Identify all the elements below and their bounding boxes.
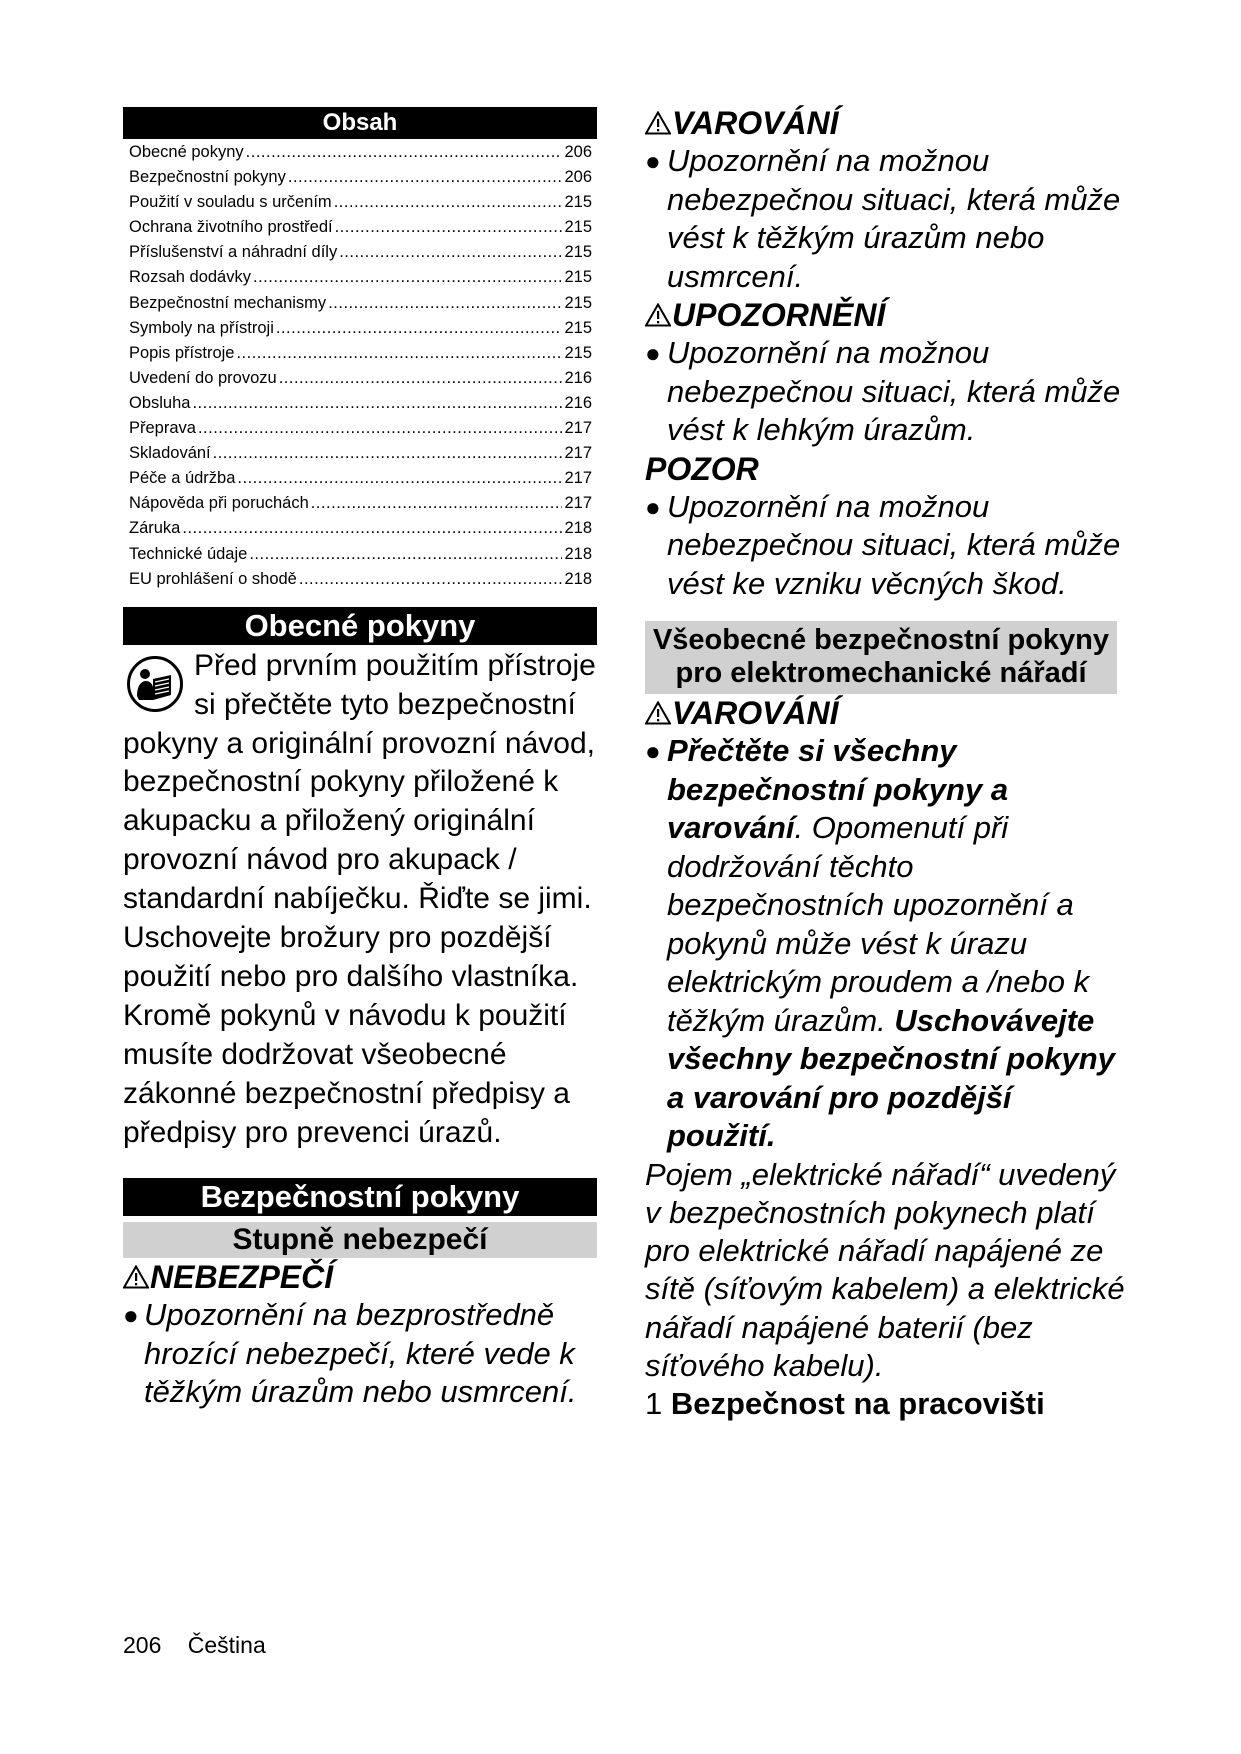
toc-item[interactable] xyxy=(129,545,592,570)
toc-item-title: Bezpečnostní pokyny xyxy=(129,168,286,187)
toc-leader-dots xyxy=(213,444,563,463)
toc-leader-dots xyxy=(236,344,562,363)
toc-item[interactable] xyxy=(129,344,592,369)
toc-leader-dots xyxy=(299,570,563,589)
toc-item-page: 216 xyxy=(564,393,592,412)
warning-triangle-icon xyxy=(645,111,671,135)
toc-leader-dots xyxy=(339,243,562,262)
toc-item[interactable] xyxy=(129,419,592,444)
toc-leader-dots xyxy=(334,193,563,212)
toc-item-title: Přeprava xyxy=(129,419,196,438)
general-paragraph xyxy=(123,647,597,1153)
warning-triangle-icon xyxy=(645,701,671,725)
toc-item-page: 215 xyxy=(564,293,592,312)
toc-item-title: Rozsah dodávky xyxy=(129,268,251,287)
toc-leader-dots xyxy=(279,369,563,388)
toc-item[interactable] xyxy=(129,469,592,494)
toc-list xyxy=(123,143,592,595)
toc-leader-dots xyxy=(182,519,562,538)
toc-item-title: Obsluha xyxy=(129,393,191,412)
bullet-icon: ● xyxy=(645,146,661,176)
toc-leader-dots xyxy=(198,419,563,438)
general-text: Před prvním použitím přístroje si přečtěte tyto bezpečnostní pokyny a originální provozní návod, bezpečnostní pokyny přiložené k akupacku a přiložený originální provozní návod pro akupack / standardní nabíječku. Řiďte se jimi. Uschovejte brožury pro pozdější použití nebo pro dalšího vlastníka. Kromě pokynů v návodu k použití musíte dodržovat všeobecné zákonné bezpečnostní předpisy a předpisy pro prevenci úrazů. xyxy=(123,648,596,1149)
bullet-icon: ● xyxy=(123,1300,139,1331)
page-footer xyxy=(123,1632,266,1659)
toc-item-page: 216 xyxy=(564,368,592,387)
toc-item[interactable] xyxy=(129,143,592,168)
warning-triangle-icon xyxy=(123,1265,149,1289)
caution-title: UPOZORNĚNÍ xyxy=(645,296,1125,334)
toc-item[interactable] xyxy=(129,268,592,293)
caution-text: ● Upozornění na možnou nebezpečnou situaci, která může vést k lehkým úrazům. xyxy=(645,335,1121,447)
toc-item-title: Péče a údržba xyxy=(129,469,236,488)
toc-item-title: Technické údaje xyxy=(129,544,248,563)
power-tool-warning-text: ● Přečtěte si všechny bezpečnostní pokyny a varování. Opomenutí při dodržování těchto bezpečnostních upozornění a pokynů může vést k úrazu elektrickým proudem a /nebo k těžkým úrazům. Uschovávejte všechny bezpečnostní pokyny a varování pro pozdější použití. xyxy=(645,733,1115,1153)
bullet-icon: ● xyxy=(645,338,661,368)
toc-item[interactable] xyxy=(129,394,592,419)
toc-item[interactable] xyxy=(129,243,592,268)
page-number: 206 xyxy=(123,1632,162,1658)
toc-leader-dots xyxy=(246,143,563,162)
toc-item-title: Obecné pokyny xyxy=(129,143,244,161)
toc-item-page: 215 xyxy=(564,193,592,212)
hazard-levels-heading: Stupně nebezpečí xyxy=(123,1222,597,1258)
toc-leader-dots xyxy=(249,545,562,564)
warning-text: ● Upozornění na možnou nebezpečnou situaci, která může vést k těžkým úrazům nebo usmrcení. xyxy=(645,143,1121,294)
notice-text: ● Upozornění na možnou nebezpečnou situaci, která může vést ke vzniku věcných škod. xyxy=(645,488,1121,601)
toc-item-title: Použití v souladu s určením xyxy=(129,193,332,212)
bullet-icon: ● xyxy=(645,491,661,522)
toc-item-title: Příslušenství a náhradní díly xyxy=(129,243,338,262)
toc-item-title: Nápověda při poruchách xyxy=(129,494,309,513)
toc-item-page: 217 xyxy=(564,469,592,488)
toc-leader-dots xyxy=(276,319,563,338)
warning-triangle-icon xyxy=(645,303,671,327)
toc-item-title: Symboly na přístroji xyxy=(129,318,274,337)
toc-item-page: 218 xyxy=(564,544,592,563)
bullet-icon: ● xyxy=(645,736,661,766)
toc-item-title: EU prohlášení o shodě xyxy=(129,569,297,588)
toc-item-title: Ochrana životního prostředí xyxy=(129,218,333,237)
toc-item[interactable] xyxy=(129,519,592,544)
danger-title: NEBEZPEČÍ xyxy=(123,1258,597,1296)
toc-item-title: Záruka xyxy=(129,519,181,538)
toc-item[interactable] xyxy=(129,369,592,394)
toc-item-page: 215 xyxy=(564,243,592,262)
footer-language: Čeština xyxy=(187,1632,266,1658)
toc-item[interactable] xyxy=(129,570,592,595)
toc-item[interactable] xyxy=(129,294,592,319)
power-tool-safety-heading: Všeobecné bezpečnostní pokyny pro elektromechanické nářadí xyxy=(645,621,1117,694)
safety-heading: Bezpečnostní pokyny xyxy=(123,1178,597,1216)
toc-leader-dots xyxy=(288,168,563,187)
toc-item[interactable] xyxy=(129,193,592,218)
toc-item-page: 206 xyxy=(564,168,592,187)
toc-item-page: 218 xyxy=(564,569,592,588)
toc-item[interactable] xyxy=(129,494,592,519)
toc-leader-dots xyxy=(192,394,562,413)
toc-item-title: Skladování xyxy=(129,444,211,463)
toc-item-page: 215 xyxy=(564,268,592,287)
toc-item[interactable] xyxy=(129,319,592,344)
general-heading: Obecné pokyny xyxy=(123,607,597,645)
work-area-safety-heading: 1 Bezpečnost na pracovišti xyxy=(645,1386,1045,1422)
toc-leader-dots xyxy=(311,494,563,513)
toc-item-page: 217 xyxy=(564,419,592,438)
toc-item-page: 218 xyxy=(564,519,592,538)
toc-item-page: 215 xyxy=(564,343,592,362)
power-tool-warning-title: VAROVÁNÍ xyxy=(645,694,1125,732)
toc-item-title: Popis přístroje xyxy=(129,343,235,362)
toc-leader-dots xyxy=(335,218,563,237)
toc-item-page: 206 xyxy=(564,143,592,161)
toc-heading: Obsah xyxy=(123,107,597,139)
right-column xyxy=(645,104,1125,1423)
toc-leader-dots xyxy=(253,268,562,287)
toc-item-page: 217 xyxy=(564,494,592,513)
toc-item-title: Bezpečnostní mechanismy xyxy=(129,293,327,312)
toc-leader-dots xyxy=(328,294,562,313)
toc-item-title: Uvedení do provozu xyxy=(129,368,277,387)
notice-title: POZOR xyxy=(645,450,759,487)
warning-title: VAROVÁNÍ xyxy=(645,104,1125,142)
toc-item[interactable] xyxy=(129,444,592,469)
toc-item[interactable] xyxy=(129,218,592,243)
toc-item-page: 215 xyxy=(564,318,592,337)
toc-leader-dots xyxy=(237,469,562,488)
read-manual-icon xyxy=(126,655,184,713)
toc-item-page: 215 xyxy=(564,218,592,237)
toc-item-page: 217 xyxy=(564,444,592,463)
danger-text: ● Upozornění na bezprostředně hrozící nebezpečí, které vede k těžkým úrazům nebo usmrcení. xyxy=(123,1297,577,1410)
power-tool-definition: Pojem „elektrické nářadí“ uvedený v bezpečnostních pokynech platí pro elektrické nářadí napájené ze sítě (síťovým kabelem) a elektrické nářadí napájené baterií (bez síťového kabelu). xyxy=(645,1156,1125,1383)
toc-item[interactable] xyxy=(129,168,592,193)
left-column xyxy=(123,107,597,1412)
